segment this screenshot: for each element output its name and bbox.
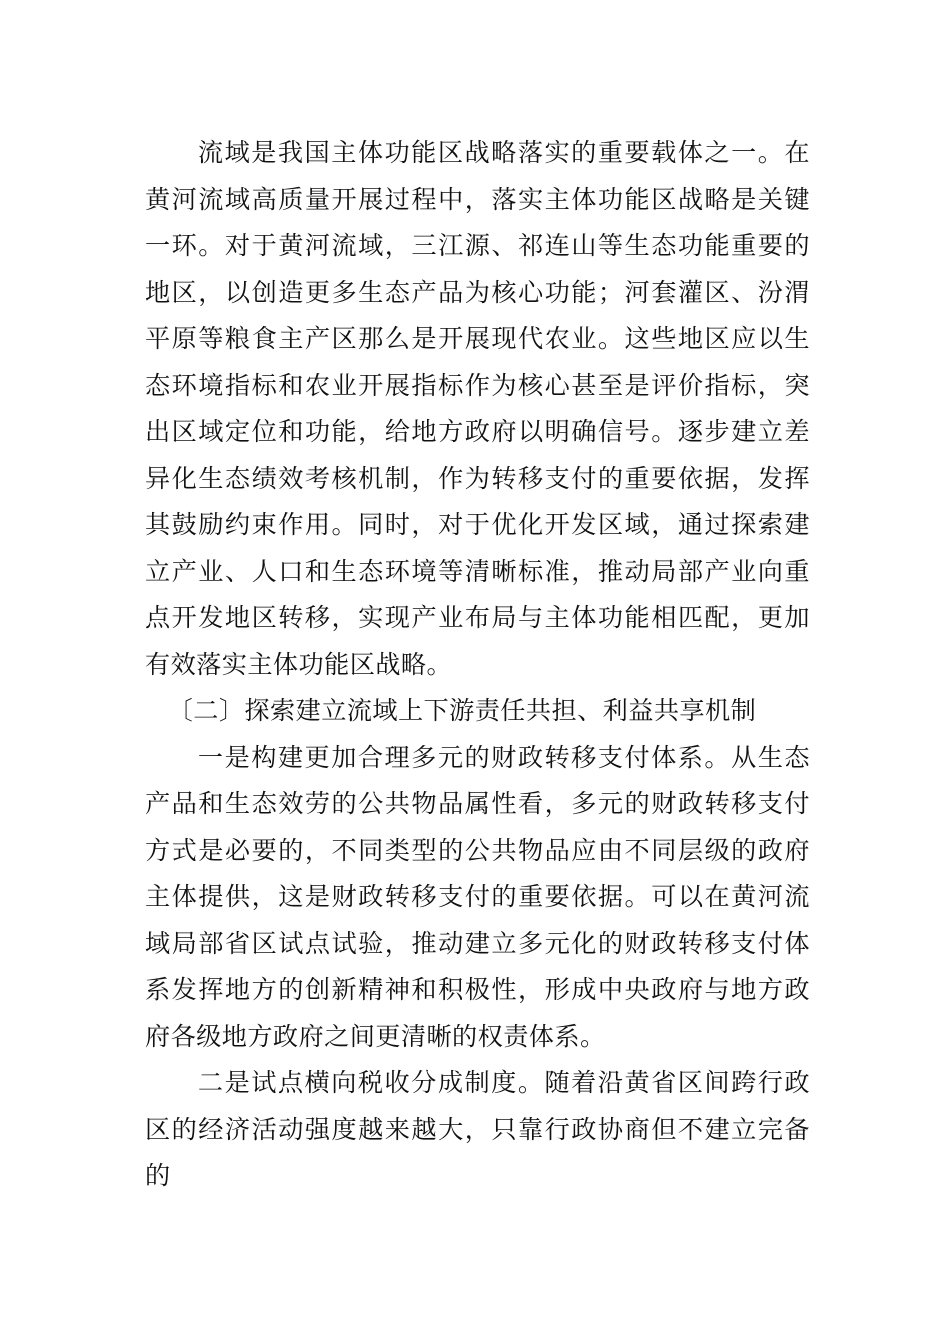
section-subheading: 〔二〕探索建立流域上下游责任共担、利益共享机制 <box>167 696 757 725</box>
body-paragraph: 流域是我国主体功能区战略落实的重要载体之一。在黄河流域高质量开展过程中，落实主体功能区战略是关键一环。对于黄河流域，三江源、祁连山等生态功能重要的地区，以创造更多生态产品为核心功能；河套灌区、汾渭平原等粮食主产区那么是开展现代农业。这些地区应以生态环境指标和农业开展指标作为核心甚至是评价指标，突出区域定位和功能，给地方政府以明确信号。逐步建立差异化生态绩效考核机制，作为转移支付的重要依据，发挥其鼓励约束作用。同时，对于优化开发区域，通过探索建立产业、人口和生态环境等清晰标准，推动局部产业向重点开发地区转移，实现产业布局与主体功能相匹配，更加有效落实主体功能区战略。 <box>145 138 810 679</box>
body-paragraph: 一是构建更加合理多元的财政转移支付体系。从生态产品和生态效劳的公共物品属性看，多元的财政转移支付方式是必要的，不同类型的公共物品应由不同层级的政府主体提供，这是财政转移支付的重要依据。可以在黄河流域局部省区试点试验，推动建立多元化的财政转移支付体系发挥地方的创新精神和积极性，形成中央政府与地方政府各级地方政府之间更清晰的权责体系。 <box>145 742 810 1051</box>
body-paragraph: 二是试点横向税收分成制度。随着沿黄省区间跨行政区的经济活动强度越来越大，只靠行政协商但不建立完备的 <box>145 1068 810 1190</box>
document-body <box>145 130 810 1200</box>
